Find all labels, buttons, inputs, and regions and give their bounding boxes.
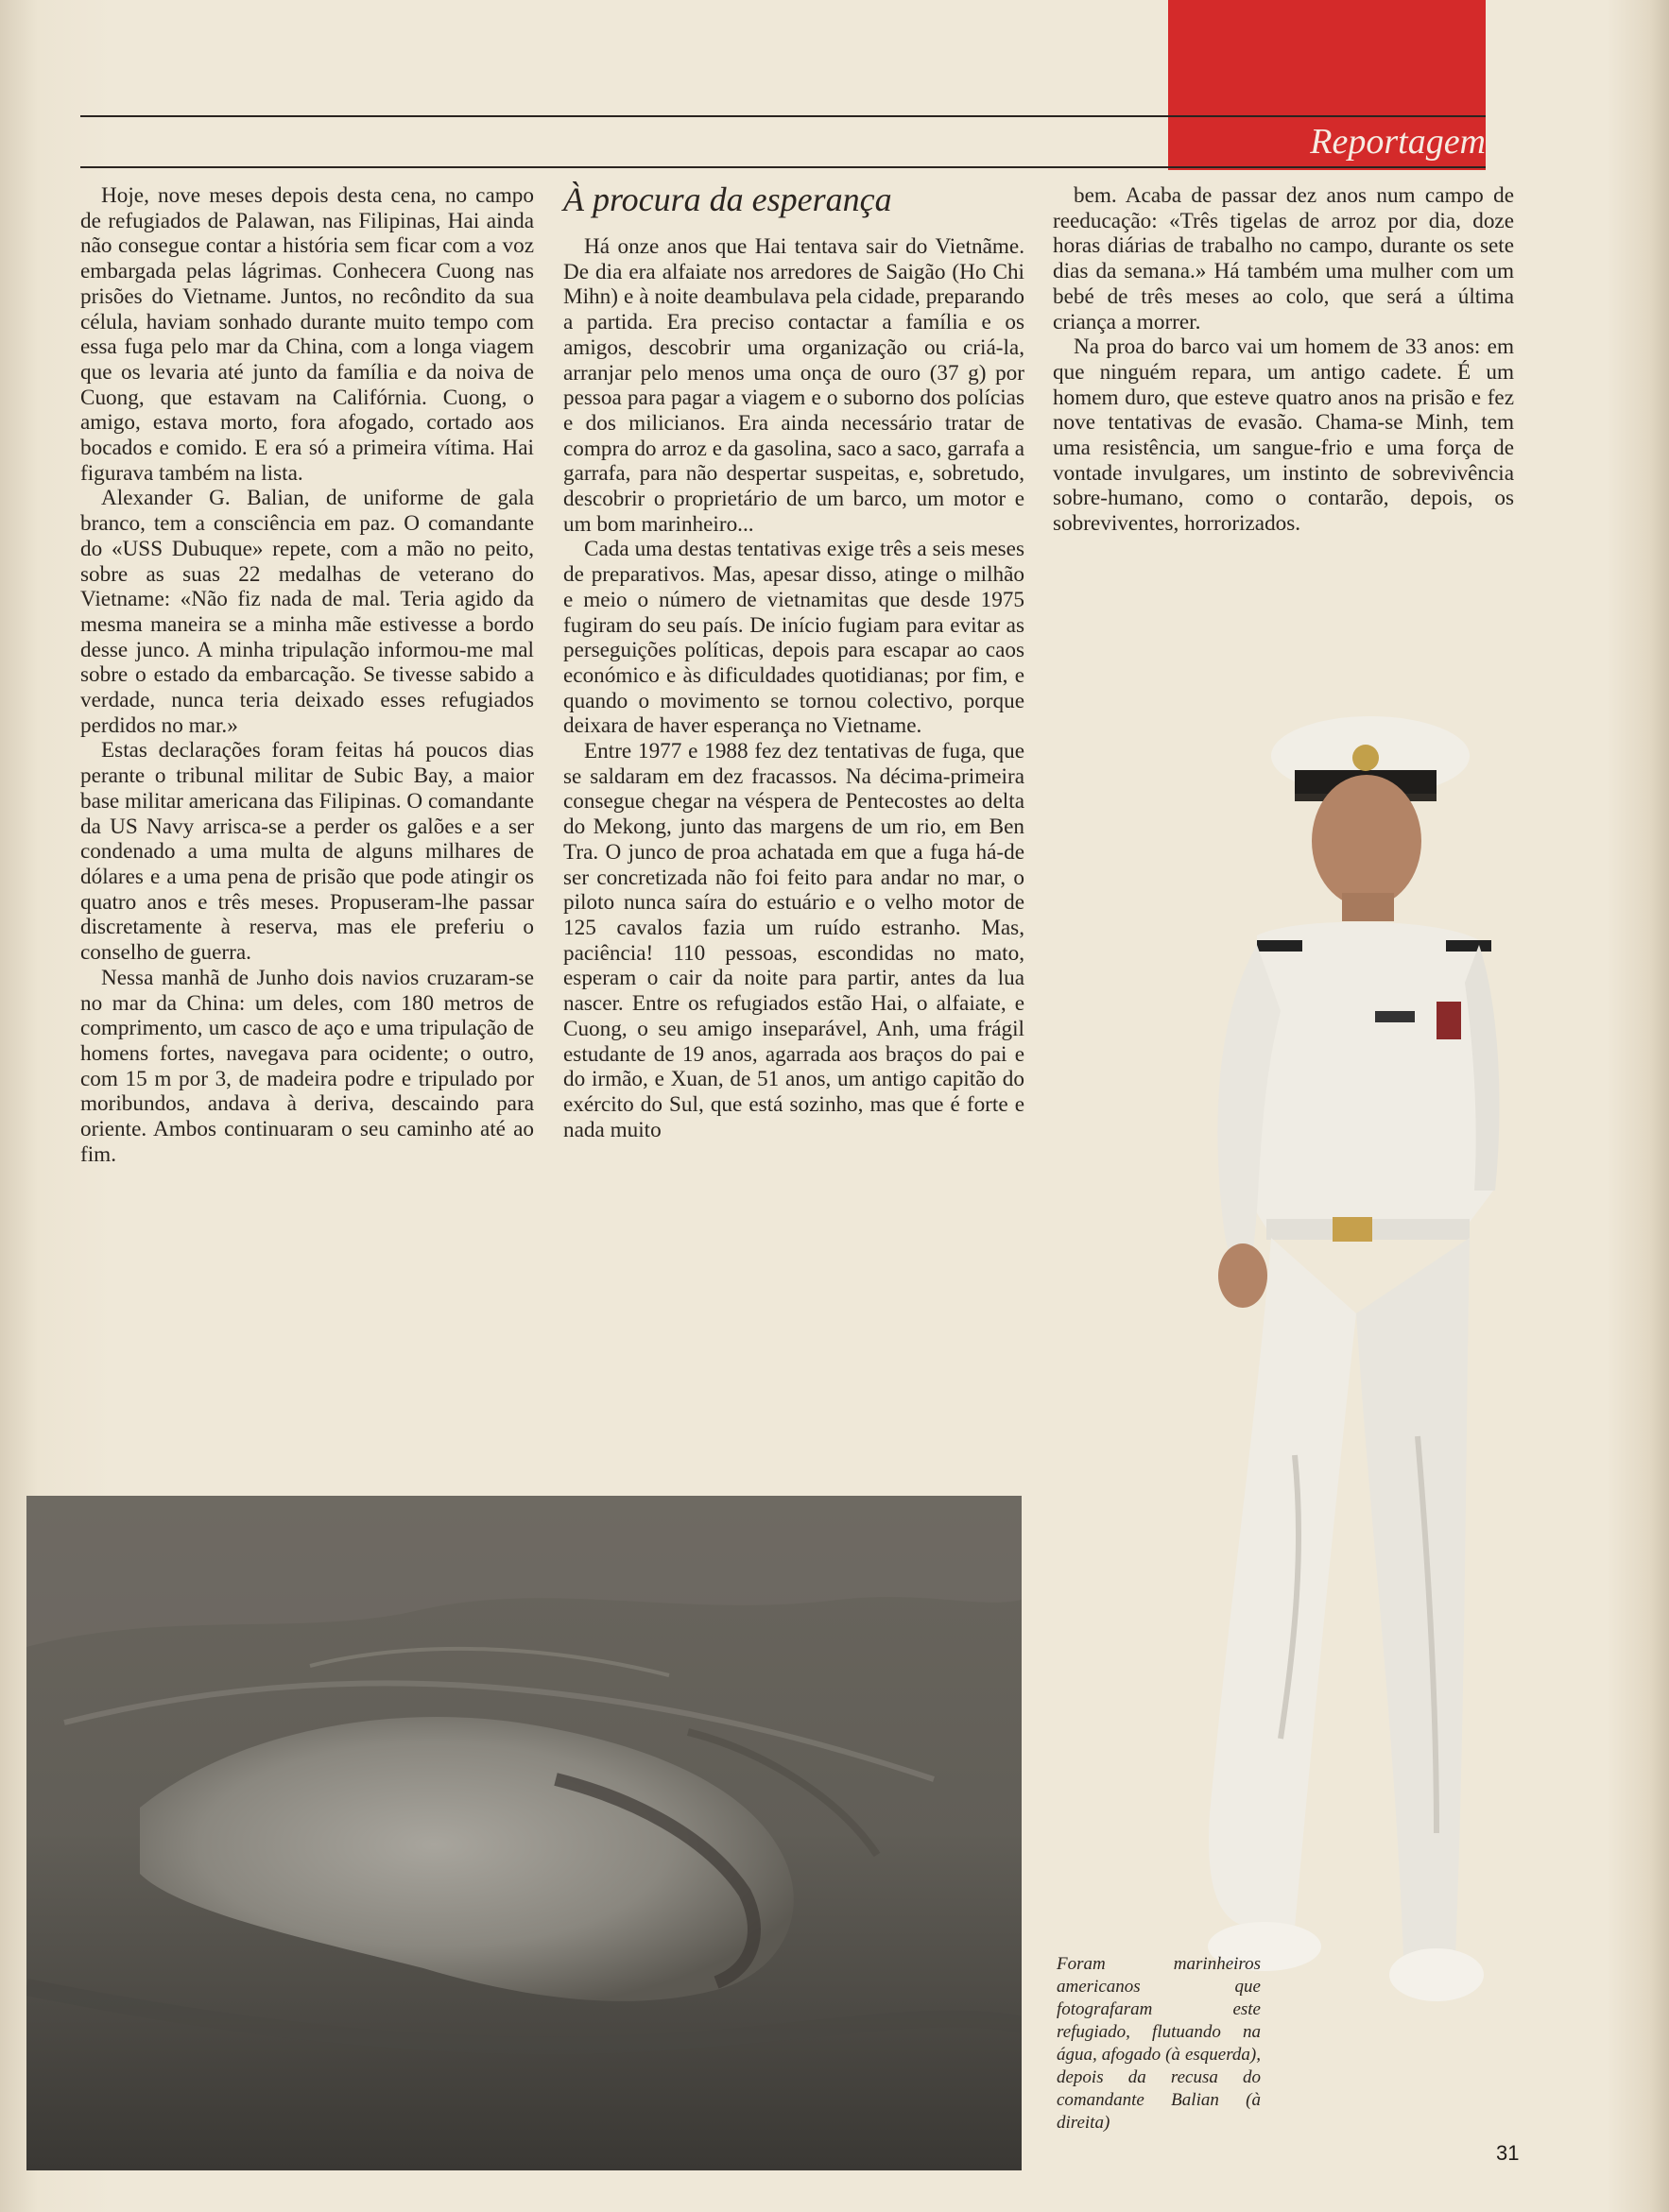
paragraph: Alexander G. Balian, de uniforme de gala branco, tem a consciência em paz. O comandante do «USS Dubuque» repete, com a mão no peito, sobre as suas 22 medalhas de veterano do Vietname: «Não fiz nada de mal. Teria agido da mesma maneira se a minha mãe estivesse a bordo desse junco. A minha tripulação informou-me mal sobre o estado da embarcação. Se tivesse sabido a verdade, nunca teria deixado esses refugiados perdidos no mar.» <box>80 486 534 738</box>
section-label: Reportagem <box>1310 122 1486 162</box>
article-column-1 <box>80 183 534 1167</box>
paragraph: Nessa manhã de Junho dois navios cruzaram-se no mar da China: um deles, com 180 metros de comprimento, um casco de aço e uma tripulação de homens fortes, navegava para ocidente; o outro, com 15 m por 3, de madeira podre e tripulado por moribundos, andava à deriva, descaindo para oriente. Ambos continuaram o seu caminho até ao fim. <box>80 965 534 1167</box>
page-number: 31 <box>1496 2141 1520 2165</box>
top-rule <box>80 115 1486 117</box>
paragraph: Entre 1977 e 1988 fez dez tentativas de fuga, que se saldaram em dez fracassos. Na décima-primeira consegue chegar na véspera de Pentecostes ao delta do Mekong, junto das margens de um rio, em Ben Tra. O junco de proa achatada em que a fuga há-de ser concretizada não foi feito para andar no mar, o piloto nunca saíra do estuário e o velho motor de 125 cavalos fazia um ruído estranho. Mas, paciência! 110 pessoas, escondidas no mato, esperam o cair da noite para partir, antes da lua nascer. Entre os refugiados estão Hai, o alfaiate, e Cuong, o seu amigo inseparável, Anh, uma frágil estudante de 19 anos, agarrada aos braços do pai e do irmão, e Xuan, de 51 anos, um antigo capitão do exército do Sul, que está sozinho, mas que é forte e nada muito <box>563 739 1024 1142</box>
photo-caption: Foram marinheiros americanos que fotografaram este refugiado, flutuando na água, afogado (à esquerda), depois da recusa do comandante Balian (à direita) <box>1057 1954 1261 2133</box>
article-column-2 <box>563 234 1024 1142</box>
section-rule <box>80 166 1486 168</box>
paragraph: Há onze anos que Hai tentava sair do Vietnãme. De dia era alfaiate nos arredores de Saigão (Ho Chi Mihn) e à noite deambulava pela cidade, preparando a partida. Era preciso contactar a família e os amigos, descobrir uma organização ou criá-la, arranjar pelo menos uma onça de ouro (37 g) por pessoa para pagar a viagem e o suborno dos polícias e dos milicianos. Era ainda necessário tratar de compra do arroz e da gasolina, saco a saco, garrafa a garrafa, para não despertar suspeitas, e, sobretudo, descobrir o proprietário de um barco, um motor e um bom marinheiro... <box>563 234 1024 537</box>
paragraph: Na proa do barco vai um homem de 33 anos: em que ninguém repara, um antigo cadete. É um homem duro, que esteve quatro anos na prisão e fez nove tentativas de evasão. Chama-se Minh, tem uma resistência, um sangue-frio e uma força de vontade invulgares, um instinto de sobrevivência sobre-humano, como o contarão, depois, os sobreviventes, horrorizados. <box>1053 334 1514 537</box>
paragraph: Cada uma destas tentativas exige três a seis meses de preparativos. Mas, apesar disso, atinge o milhão e meio o número de vietnamitas que desde 1975 fugiram do seu país. De início fugiam para evitar as perseguições políticas, depois para escapar ao caos económico e às dificuldades quotidianas; por fim, e quando o movimento se tornou colectivo, porque deixara de haver esperança no Vietname. <box>563 537 1024 739</box>
paragraph: bem. Acaba de passar dez anos num campo de reeducação: «Três tigelas de arroz por dia, doze horas diárias de trabalho no campo, durante os sete dias da semana.» Há também uma mulher com um bebé de três meses ao colo, que será a última criança a morrer. <box>1053 183 1514 334</box>
paragraph: Estas declarações foram feitas há poucos dias perante o tribunal militar de Subic Bay, a maior base militar americana das Filipinas. O comandante da US Navy arrisca-se a perder os galões e a ser condenado a uma multa de alguns milhares de dólares e a uma pena de prisão que pode atingir os quatro anos e três meses. Propuseram-lhe passar discretamente à reserva, mas ele preferiu o conselho de guerra. <box>80 738 534 966</box>
article-column-3 <box>1053 183 1514 537</box>
photo-refugee-in-water <box>26 1496 1022 2170</box>
photo-commander-balian <box>1153 699 1512 2117</box>
paragraph: Hoje, nove meses depois desta cena, no campo de refugiados de Palawan, nas Filipinas, Hai ainda não consegue contar a história sem ficar com a voz embargada pelas lágrimas. Conhecera Cuong nas prisões do Vietname. Juntos, no recôndito da sua célula, haviam sonhado durante muito tempo com essa fuga pelo mar da China, com a longa viagem que os levaria até junto da família e da noiva de Cuong, que estavam na Califórnia. Cuong, o amigo, estava morto, fora afogado, cortado aos bocados e comido. E era só a primeira vítima. Hai figurava também na lista. <box>80 183 534 486</box>
article-headline: À procura da esperança <box>563 180 892 218</box>
